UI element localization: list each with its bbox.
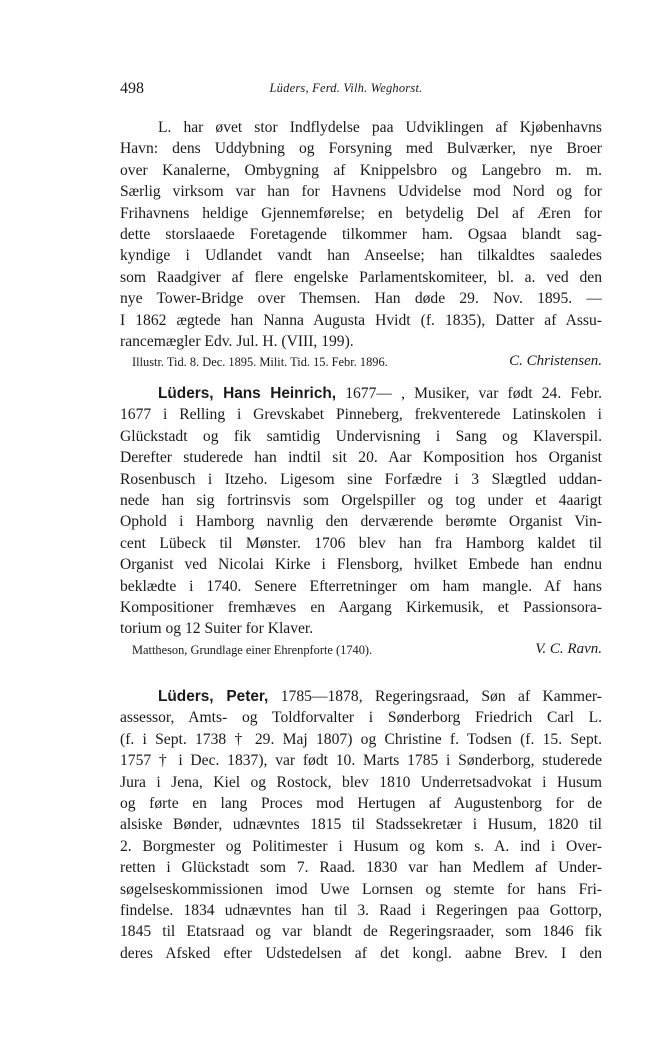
text-line: rancemægler Edv. Jul. H. (VIII, 199). bbox=[120, 332, 354, 350]
text-line: L. har øvet stor Indflydelse paa Udviklingen af Kjøbenhavns bbox=[158, 119, 602, 136]
text-line: Rosenbusch i Itzeho. Ligesom sine Forfædre i 3 Slægtled uddan- bbox=[120, 470, 602, 488]
text-line: som Raadgiver af flere engelske Parlamentskomiteer, bl. a. ved den bbox=[120, 268, 602, 286]
text-line: og førte en lang Proces mod Hertugen af Augustenborg for de bbox=[120, 794, 602, 812]
running-title: Lüders, Ferd. Vilh. Weghorst. bbox=[269, 81, 423, 95]
text-line: nede han sig fortrinsvis som Orgelspiller og tog under et 4aarigt bbox=[120, 491, 602, 509]
entry-hans-heinrich bbox=[120, 383, 602, 660]
source-citation: Mattheson, Grundlage einer Ehrenpforte (1740). bbox=[132, 642, 373, 657]
text-line bbox=[120, 383, 602, 404]
headword: Lüders, Hans Heinrich, bbox=[158, 385, 337, 402]
text-line: retten i Glückstadt som 7. Raad. 1830 var han Medlem af Under- bbox=[120, 859, 602, 877]
source-citation: Illustr. Tid. 8. Dec. 1895. Milit. Tid. 15. Febr. 1896. bbox=[132, 355, 388, 370]
text-line: Ophold i Hamborg navnlig den derværende berømte Organist Vin- bbox=[120, 513, 602, 531]
text-line: nye Tower-Bridge over Themsen. Han døde 29. Nov. 1895. — bbox=[120, 290, 602, 308]
text-line: assessor, Amts- og Toldforvalter i Sønderborg Friedrich Carl L. bbox=[120, 709, 602, 727]
text-line: Frihavnens heldige Gjennemførelse; en betydelig Del af Æren for bbox=[120, 204, 602, 222]
text-line: (f. i Sept. 1738 † 29. Maj 1807) og Christine f. Todsen (f. 15. Sept. bbox=[120, 730, 602, 748]
text-line: alsiske Bønder, udnævntes 1815 til Stadssekretær i Husum, 1820 til bbox=[120, 816, 602, 834]
text-line: Havn: dens Uddybning og Forsyning med Bulværker, nye Broer bbox=[120, 140, 602, 158]
text-line: over Kanalerne, Ombygning af Knippelsbro og Langebro m. m. bbox=[120, 161, 602, 179]
text-line-rest: 1677— , Musiker, var født 24. Febr. bbox=[345, 385, 602, 402]
text-line: findelse. 1834 udnævntes han til 3. Raad i Regeringen paa Gottorp, bbox=[120, 901, 602, 919]
author-signature: V. C. Ravn. bbox=[535, 640, 602, 657]
text-line: 1845 til Etatsraad og var blandt de Regeringsraader, som 1846 fik bbox=[120, 923, 602, 941]
text-line: søgelseskommissionen imod Uwe Lornsen og stemte for hans Fri- bbox=[120, 880, 602, 898]
entry-weghorst-continuation bbox=[120, 117, 602, 372]
text-line: I 1862 ægtede han Nanna Augusta Hvidt (f. 1835), Datter af Assu- bbox=[120, 311, 602, 329]
page-header bbox=[120, 80, 572, 100]
entry-peter bbox=[120, 686, 602, 964]
source-line bbox=[120, 640, 602, 660]
text-line: Glückstadt og fik samtidig Undervisning i Sang og Klaverspil. bbox=[120, 427, 602, 445]
page-number: 498 bbox=[120, 80, 144, 97]
text-line: Kompositioner fremhæves en Aargang Kirkemusik, et Passionsora- bbox=[120, 598, 602, 616]
text-line bbox=[120, 686, 602, 707]
source-line bbox=[120, 352, 602, 372]
text-line: cent Lübeck til Mønster. 1706 blev han fra Hamborg kaldet til bbox=[120, 534, 602, 552]
text-line: Jura i Jena, Kiel og Rostock, blev 1810 Underretsadvokat i Husum bbox=[120, 773, 602, 791]
text-line: Særlig virksom var han for Havnens Udvidelse mod Nord og for bbox=[120, 183, 602, 201]
text-line: kyndige i Udlandet vandt han Anseelse; han tilkaldtes saaledes bbox=[120, 247, 602, 265]
text-line-rest: 1785—1878, Regeringsraad, Søn af Kammer- bbox=[280, 688, 602, 705]
headword: Lüders, Peter, bbox=[158, 688, 269, 705]
text-line: Organist ved Nicolai Kirke i Flensborg, hvilket Embede han endnu bbox=[120, 556, 602, 574]
text-line: beklædte i 1740. Senere Efterretninger om ham mangle. Af hans bbox=[120, 577, 602, 595]
text-line: deres Afsked efter Udstedelsen af det kongl. aabne Brev. I den bbox=[120, 944, 602, 962]
author-signature: C. Christensen. bbox=[509, 353, 602, 370]
text-line: 1677 i Relling i Grevskabet Pinneberg, frekventerede Latinskolen i bbox=[120, 406, 602, 424]
text-line: 2. Borgmester og Politimester i Husum og kom s. A. ind i Over- bbox=[120, 837, 602, 855]
text-line: torium og 12 Suiter for Klaver. bbox=[120, 620, 314, 638]
text-line: dette storslaaede Foretagende tilkommer ham. Ogsaa blandt sag- bbox=[120, 225, 602, 243]
text-line: Derefter studerede han indtil sit 20. Aar Komposition hos Organist bbox=[120, 449, 602, 467]
text-line: 1757 † i Dec. 1837), var født 10. Marts 1785 i Sønderborg, studerede bbox=[120, 752, 602, 770]
